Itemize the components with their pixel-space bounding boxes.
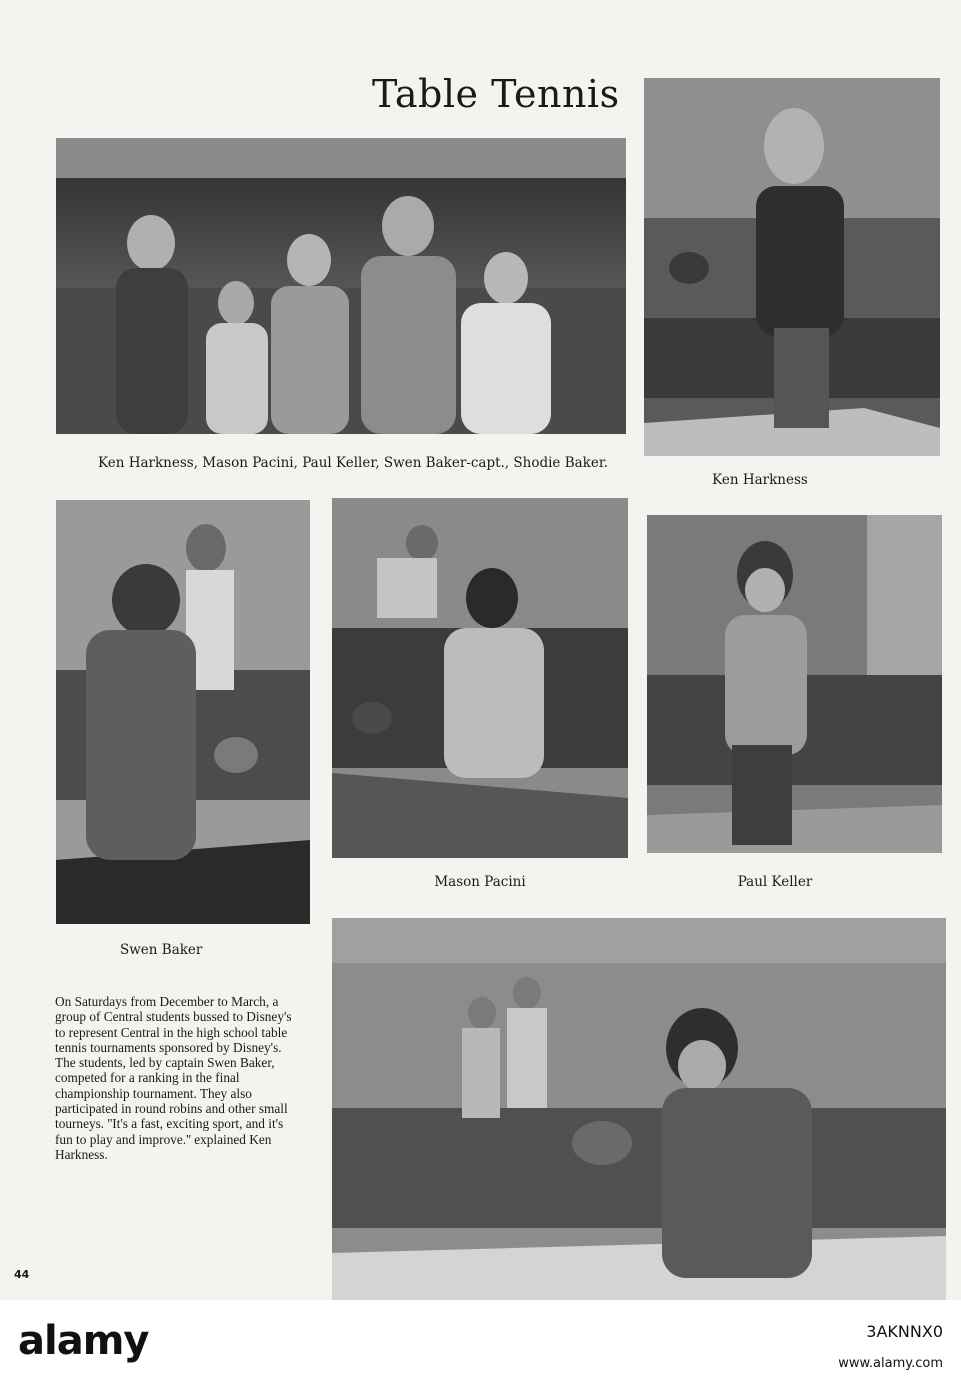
action-photo	[332, 918, 946, 1300]
swen-baker-photo	[56, 500, 310, 924]
paul-keller-caption: Paul Keller	[737, 874, 813, 890]
paul-keller-photo	[647, 515, 942, 853]
swen-baker-caption: Swen Baker	[120, 942, 203, 958]
article-text: On Saturdays from December to March, a group of Central students bussed to Disney's to represent Central in the high school table tennis tournaments sponsored by Disney's. The students, led by captain Swen Baker, competed for a ranking in the final championship tournament. They also participated in round robins and other small tourneys. ''It's a fast, exciting sport, and it's fun to play and improve.'' explained Ken Harkness.	[55, 994, 292, 1162]
image-id: 3AKNNX0	[866, 1322, 943, 1341]
ken-harkness-photo	[644, 78, 940, 456]
ken-harkness-caption: Ken Harkness	[712, 472, 808, 488]
mason-pacini-photo	[332, 498, 628, 858]
team-photo	[56, 138, 626, 434]
team-photo-caption: Ken Harkness, Mason Pacini, Paul Keller, Swen Baker-capt., Shodie Baker.	[98, 455, 609, 471]
mason-pacini-caption: Mason Pacini	[434, 874, 526, 890]
page-title: Table Tennis	[372, 72, 620, 116]
page-number: 44	[14, 1268, 30, 1281]
credit-url: www.alamy.com	[838, 1356, 943, 1371]
alamy-logo: alamy	[18, 1318, 149, 1364]
stock-credit-bar	[0, 1300, 961, 1390]
